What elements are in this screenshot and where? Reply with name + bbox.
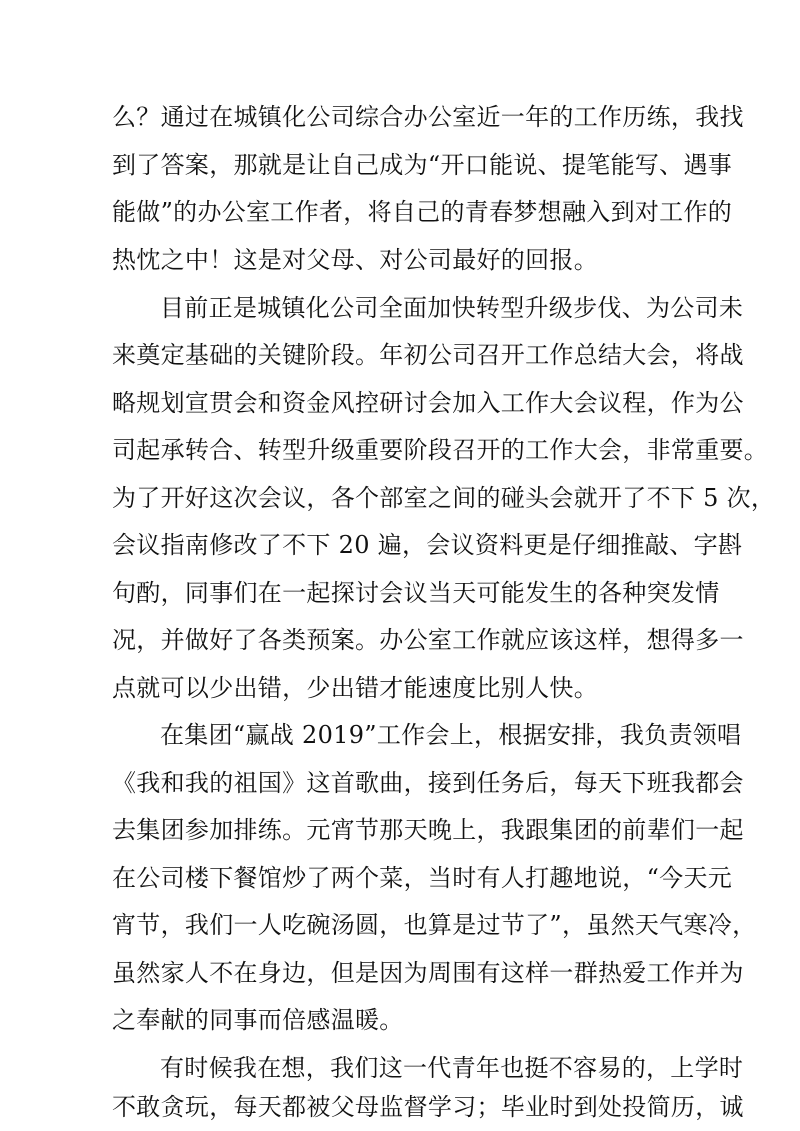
text-line: 点就可以少出错，少出错才能速度比别人快。 [112,674,598,702]
text-line: 热忱之中！这是对父母、对公司最好的回报。 [112,246,598,274]
text-line: 况，并做好了各类预案。办公室工作就应该这样，想得多一 [112,626,744,654]
text-line: 能做”的办公室工作者，将自己的青春梦想融入到对工作的 [112,198,733,226]
text-line: 会议指南修改了不下 20 遍，会议资料更是仔细推敲、字斟 [112,531,743,559]
text-line: 来奠定基础的关键阶段。年初公司召开工作总结大会，将战 [112,341,744,369]
text-line: 去集团参加排练。元宵节那天晚上，我跟集团的前辈们一起 [112,816,744,844]
text-line: 么？通过在城镇化公司综合办公室近一年的工作历练，我找 [112,103,744,131]
text-line: 在公司楼下餐馆炒了两个菜，当时有人打趣地说，“今天元 [112,864,733,892]
text-line: 句酌，同事们在一起探讨会议当天可能发生的各种突发情 [112,579,720,607]
text-line: 虽然家人不在身边，但是因为周围有这样一群热爱工作并为 [112,959,744,987]
text-line: 目前正是城镇化公司全面加快转型升级步伐、为公司未 [160,294,744,322]
text-line: 司起承转合、转型升级重要阶段召开的工作大会，非常重要。 [112,436,769,464]
text-line: 有时候我在想，我们这一代青年也挺不容易的，上学时 [160,1054,744,1082]
text-line: 到了答案，那就是让自己成为“开口能说、提笔能写、遇事 [112,151,733,179]
text-line: 之奉献的同事而倍感温暖。 [112,1006,404,1034]
text-line: 在集团“赢战 2019”工作会上，根据安排，我负责领唱 [160,721,742,749]
text-line: 不敢贪玩，每天都被父母监督学习；毕业时到处投简历，诚 [112,1093,744,1121]
text-line: 《我和我的祖国》这首歌曲，接到任务后，每天下班我都会 [112,769,744,797]
text-line: 为了开好这次会议，各个部室之间的碰头会就开了不下 5 次， [112,484,776,512]
text-line: 宵节，我们一人吃碗汤圆，也算是过节了”，虽然天气寒冷， [112,911,757,939]
text-line: 略规划宣贯会和资金风控研讨会加入工作大会议程，作为公 [112,389,744,417]
